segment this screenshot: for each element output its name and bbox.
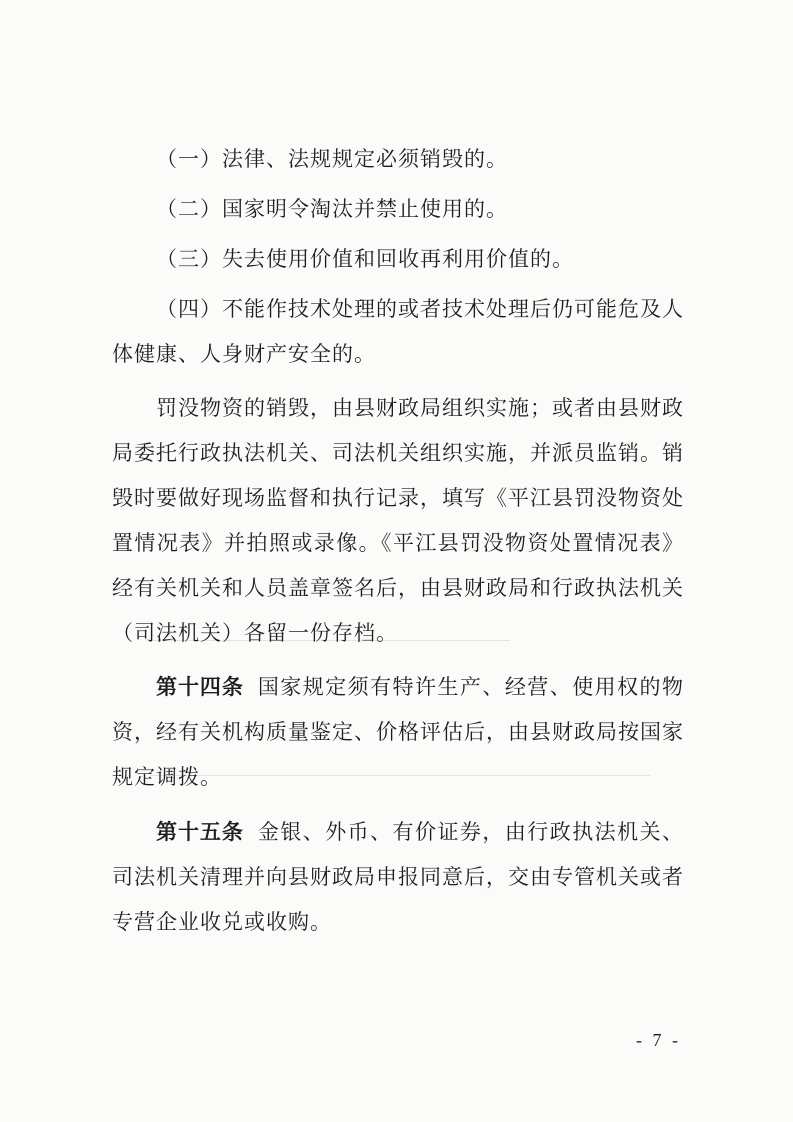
paragraph-destroy: 罚没物资的销毁，由县财政局组织实施；或者由县财政局委托行政执法机关、司法机关组织实施，并派员监销。销毁时要做好现场监督和执行记录，填写《平江县罚没物资处置情况表》并拍照或录像。《平江县罚没物资处置情况表》经有关机关和人员盖章签名后，由县财政局和行政执法机关（司法机关）各留一份存档。 [112,396,684,645]
article-15 [112,810,684,945]
article-14 [112,665,684,800]
list-item-3: （三）失去使用价值和回收再利用价值的。 [156,247,574,271]
article-15-head: 第十五条 [156,820,244,844]
list-item-2: （二）国家明令淘汰并禁止使用的。 [156,197,508,221]
list-item-4: （四）不能作技术处理的或者技术处理后仍可能危及人体健康、人身财产安全的。 [112,297,684,366]
page-number: - 7 - [636,1030,681,1050]
article-14-body: 国家规定须有特许生产、经营、使用权的物资，经有关机构质量鉴定、价格评估后，由县财政局按国家规定调拨。 [112,675,685,789]
article-15-body: 金银、外币、有价证券，由行政执法机关、司法机关清理并向县财政局申报同意后，交由专管机关或者专营企业收兑或收购。 [112,820,685,934]
list-item-1: （一）法律、法规规定必须销毁的。 [156,147,508,171]
article-14-head: 第十四条 [156,675,244,699]
